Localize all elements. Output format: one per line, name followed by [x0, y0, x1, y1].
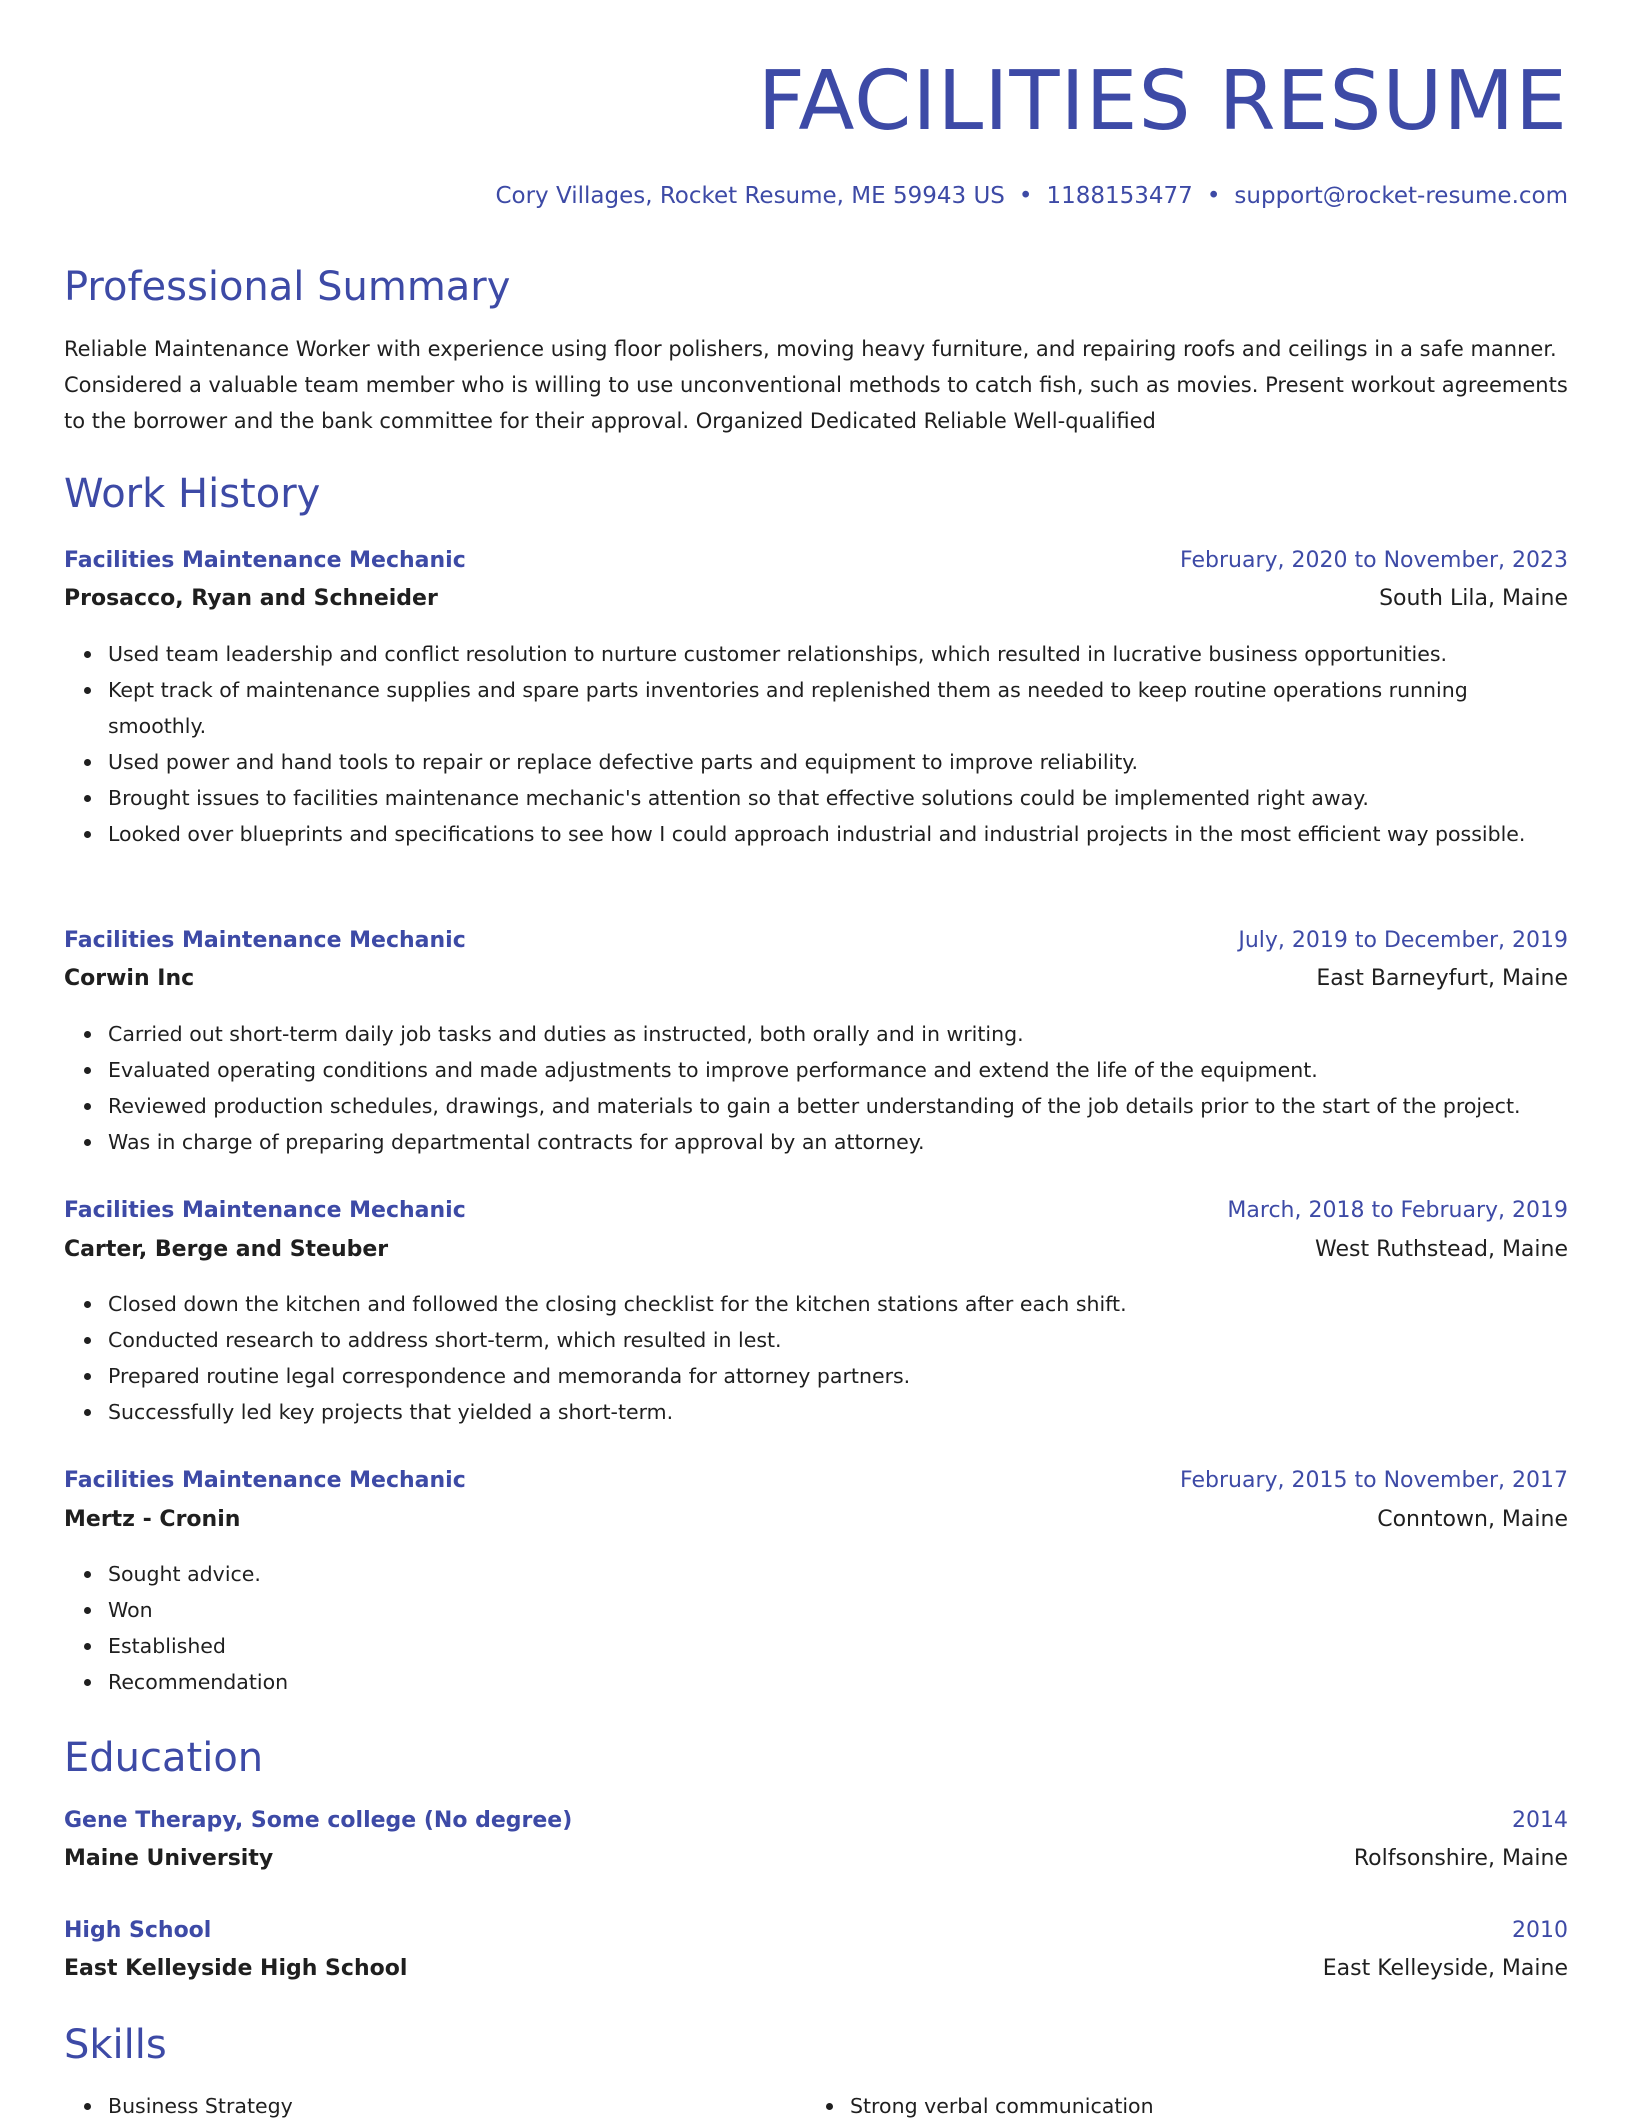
job-dates: July, 2019 to December, 2019: [1238, 928, 1568, 953]
contact-line: [495, 180, 1568, 212]
skills-list-left: [64, 2088, 293, 2124]
skill-item: Strong verbal communication: [850, 2088, 1154, 2124]
job-dates: February, 2015 to November, 2017: [1180, 1468, 1568, 1493]
contact-email: support@rocket-resume.com: [1234, 183, 1568, 209]
education-degree: High School: [64, 1918, 212, 1943]
education-year: 2010: [1512, 1918, 1568, 1943]
education-org: [64, 1951, 1568, 1987]
job-header: [64, 1193, 1568, 1229]
education-org: [64, 1841, 1568, 1877]
job-bullets: [64, 1556, 1568, 1700]
job-company: Corwin Inc: [64, 966, 195, 991]
education-header: [64, 1913, 1568, 1949]
list-item: Was in charge of preparing departmental contracts for approval by an attorney.: [108, 1124, 1568, 1160]
education-year: 2014: [1512, 1808, 1568, 1833]
summary-text: Reliable Maintenance Worker with experience using floor polishers, moving heavy furniture, and repairing roofs and ceilings in a safe manner. Considered a valuable team member who is willing to use unconventional methods to catch fish, such as movies. Present workout agreements to the borrower and the bank committee for their approval. Organized Dedicated Reliable Well-qualified: [64, 337, 1568, 433]
list-item: Kept track of maintenance supplies and spare parts inventories and replenished them as needed to keep routine operations running smoothly.: [108, 672, 1568, 744]
job-location: Conntown, Maine: [1377, 1507, 1568, 1532]
list-item: Reviewed production schedules, drawings, and materials to gain a better understanding of the job details prior to the start of the project.: [108, 1088, 1568, 1124]
list-item: Carried out short-term daily job tasks and duties as instructed, both orally and in writing.: [108, 1016, 1568, 1052]
job-role: Facilities Maintenance Mechanic: [64, 1198, 466, 1223]
list-item: Sought advice.: [108, 1556, 1568, 1592]
job-role: Facilities Maintenance Mechanic: [64, 548, 466, 573]
job-org: [64, 1232, 1568, 1268]
section-title-education: Education: [64, 1735, 264, 1781]
education-school: East Kelleyside High School: [64, 1956, 408, 1981]
job-location: East Barneyfurt, Maine: [1316, 966, 1568, 991]
list-item: Used team leadership and conflict resolution to nurture customer relationships, which resulted in lucrative business opportunities.: [108, 636, 1568, 672]
job-bullets: [64, 636, 1568, 852]
list-item: Successfully led key projects that yielded a short-term.: [108, 1394, 1568, 1430]
education-location: East Kelleyside, Maine: [1322, 1956, 1568, 1981]
job-org: [64, 581, 1568, 617]
job-location: West Ruthstead, Maine: [1315, 1237, 1568, 1262]
education-header: [64, 1803, 1568, 1839]
list-item: Prepared routine legal correspondence and memoranda for attorney partners.: [108, 1358, 1568, 1394]
job-org: [64, 1502, 1568, 1538]
job-role: Facilities Maintenance Mechanic: [64, 928, 466, 953]
job-company: Carter, Berge and Steuber: [64, 1237, 389, 1262]
list-item: Recommendation: [108, 1664, 1568, 1700]
contact-address: Cory Villages, Rocket Resume, ME 59943 US: [495, 183, 1005, 209]
job-location: South Lila, Maine: [1379, 586, 1568, 611]
list-item: Established: [108, 1628, 1568, 1664]
section-title-summary: Professional Summary: [64, 264, 511, 310]
job-org: [64, 961, 1568, 997]
section-title-skills: Skills: [64, 2022, 167, 2068]
skill-item: Business Strategy: [108, 2088, 293, 2124]
job-role: Facilities Maintenance Mechanic: [64, 1468, 466, 1493]
list-item: Closed down the kitchen and followed the closing checklist for the kitchen stations after each shift.: [108, 1286, 1568, 1322]
contact-separator: •: [1206, 183, 1221, 209]
resume-title: FACILITIES RESUME: [757, 54, 1568, 149]
education-location: Rolfsonshire, Maine: [1353, 1846, 1568, 1871]
job-company: Prosacco, Ryan and Schneider: [64, 586, 438, 611]
job-dates: February, 2020 to November, 2023: [1180, 548, 1568, 573]
contact-separator: •: [1018, 183, 1033, 209]
section-title-work-history: Work History: [64, 471, 321, 517]
skills-list-right: [806, 2088, 1154, 2124]
job-header: [64, 1463, 1568, 1499]
list-item: Evaluated operating conditions and made adjustments to improve performance and extend the life of the equipment.: [108, 1052, 1568, 1088]
contact-phone: 1188153477: [1046, 183, 1193, 209]
job-dates: March, 2018 to February, 2019: [1227, 1198, 1568, 1223]
job-header: [64, 923, 1568, 959]
job-company: Mertz - Cronin: [64, 1507, 241, 1532]
job-bullets: [64, 1016, 1568, 1160]
list-item: Brought issues to facilities maintenance mechanic's attention so that effective solutions could be implemented right away.: [108, 780, 1568, 816]
education-school: Maine University: [64, 1846, 274, 1871]
job-bullets: [64, 1286, 1568, 1430]
list-item: Won: [108, 1592, 1568, 1628]
list-item: Conducted research to address short-term, which resulted in lest.: [108, 1322, 1568, 1358]
job-header: [64, 543, 1568, 579]
list-item: Used power and hand tools to repair or replace defective parts and equipment to improve reliability.: [108, 744, 1568, 780]
education-degree: Gene Therapy, Some college (No degree): [64, 1808, 573, 1833]
list-item: Looked over blueprints and specifications to see how I could approach industrial and industrial projects in the most efficient way possible.: [108, 816, 1568, 852]
